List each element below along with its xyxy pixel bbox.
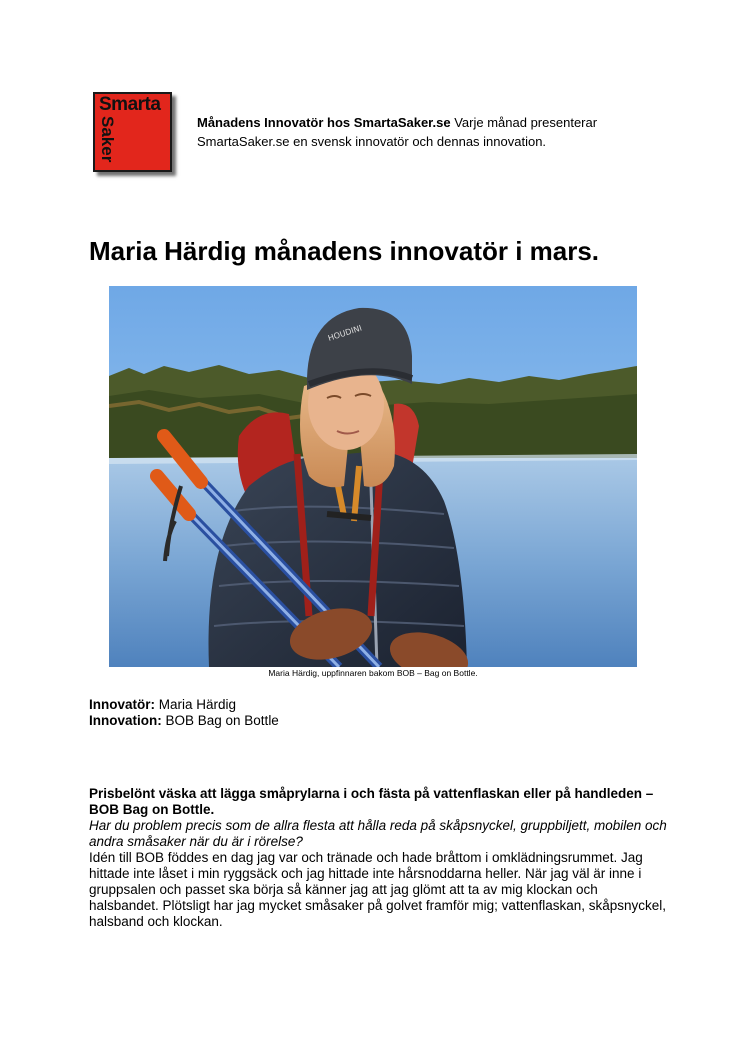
innovation-line — [89, 713, 279, 729]
innovation-label: Innovation: — [89, 713, 162, 728]
logo-text-saker: Saker — [98, 116, 117, 163]
article-question: Har du problem precis som de allra flesta att hålla reda på skåpsnyckel, gruppbiljett, mobilen och andra småsaker när du är i rörelse? — [89, 818, 667, 849]
article-heading-2: BOB Bag on Bottle. — [89, 802, 215, 817]
photo-maria-hardig — [109, 286, 637, 667]
logo-box — [93, 92, 172, 172]
article-paragraph: Idén till BOB föddes en dag jag var och tränade och hade bråttom i omklädningsrummet. Jag hittade inte låset i min ryggsäck och jag hittade inte hårsnoddarna heller. När jag väl är inne i gruppsalen och passet ska börja så känner jag att jag glömt att ta av mig klockan och halsbandet. Plötsligt har jag mycket småsaker på golvet framför mig; vattenflaskan, skåpsnyckel, halsband och klockan. — [89, 850, 667, 929]
innovator-line — [89, 697, 279, 713]
article-body — [89, 786, 669, 930]
page-title: Maria Härdig månadens innovatör i mars. — [89, 236, 600, 266]
intro-bold: Månadens Innovatör hos SmartaSaker.se — [197, 115, 451, 130]
innovator-value: Maria Härdig — [155, 697, 237, 712]
innovation-value: BOB Bag on Bottle — [161, 713, 279, 728]
innovator-label: Innovatör: — [89, 697, 155, 712]
logo-text-smarta: Smarta — [99, 94, 161, 115]
photo-caption: Maria Härdig, uppfinnaren bakom BOB – Bag on Bottle. — [268, 668, 478, 678]
innovator-meta — [89, 697, 279, 729]
intro-paragraph — [197, 113, 667, 151]
intro-text: Varje månad presenterar SmartaSaker.se en svensk innovatör och dennas innovation. — [197, 115, 598, 149]
svg-text:HOUDINI: HOUDINI — [326, 323, 363, 343]
logo-text-saker-wrap — [98, 116, 116, 172]
smartasaker-logo — [93, 92, 176, 176]
article-heading-1: Prisbelönt väska att lägga småprylarna i och fästa på vattenflaskan eller på handleden – — [89, 786, 654, 801]
